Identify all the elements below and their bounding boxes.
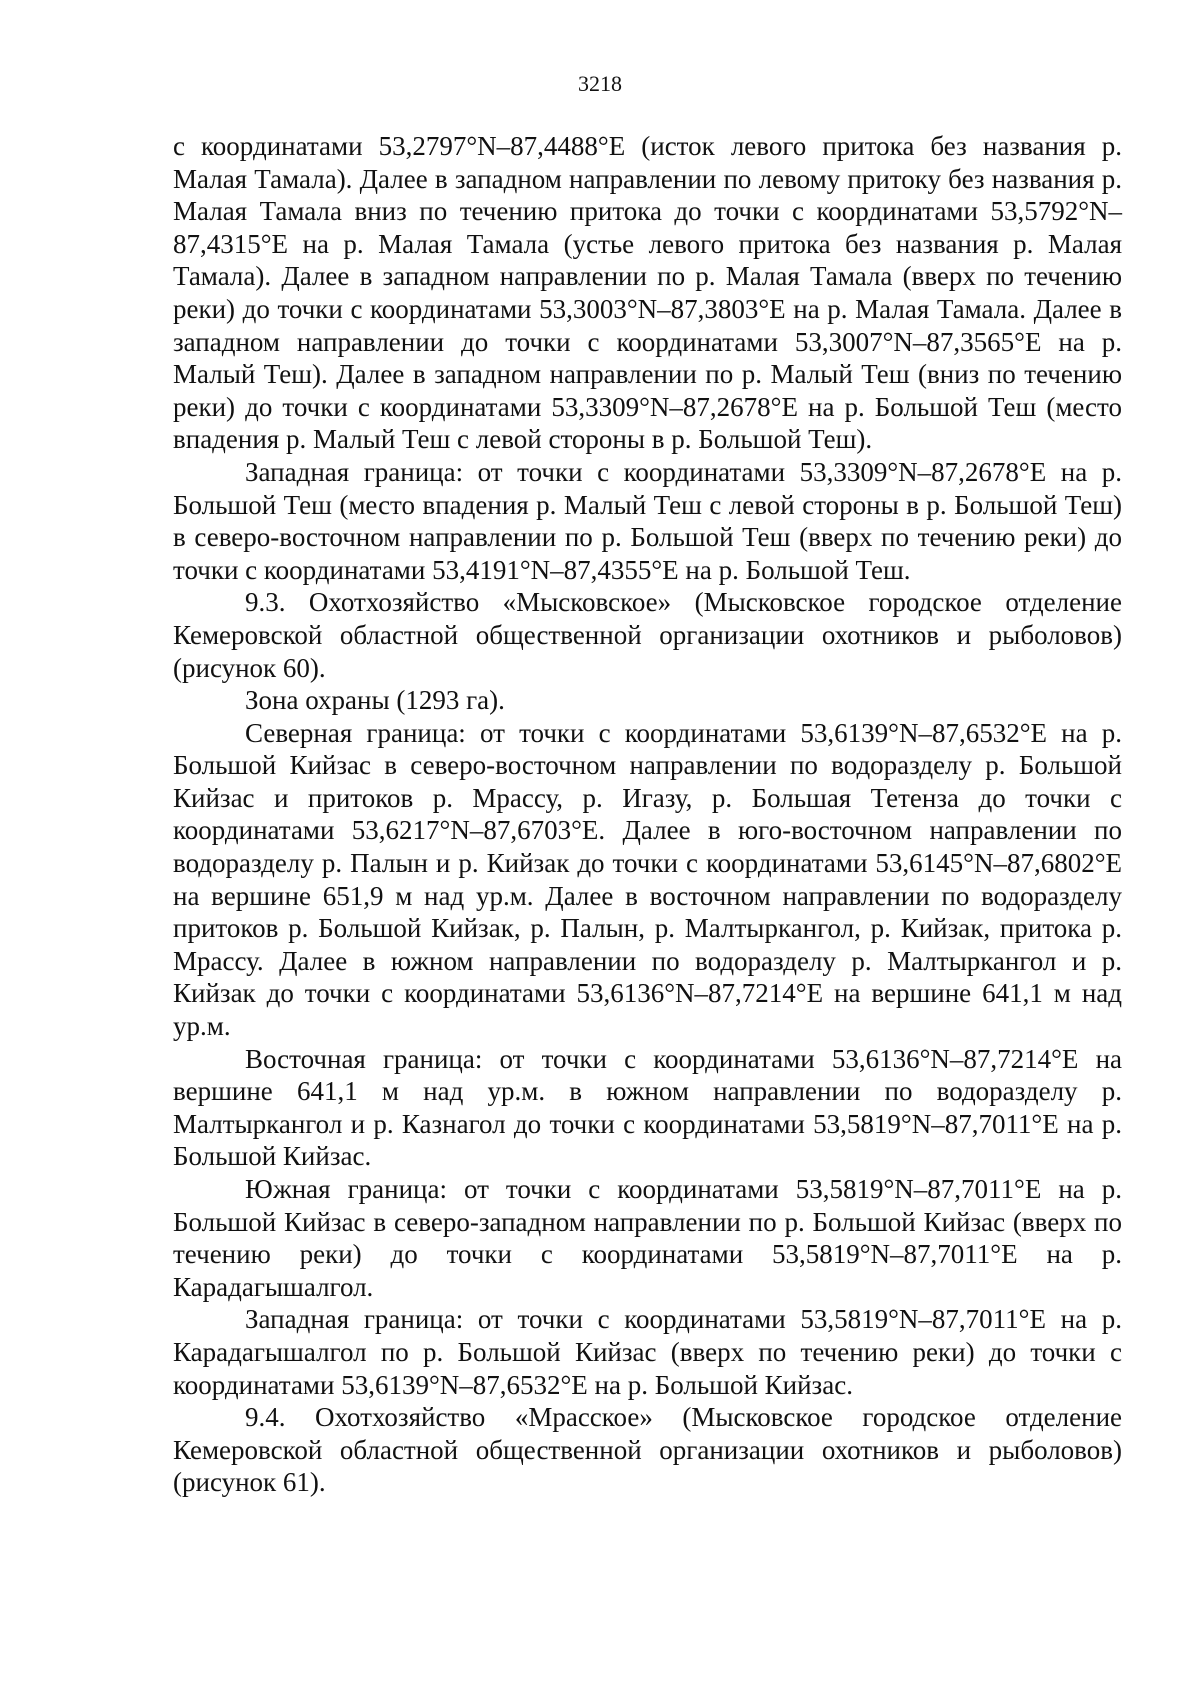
paragraph-section-9-4: 9.4. Охотхозяйство «Мрасское» (Мысковское городское отделение Кемеровской областной общественной организации охотников и рыболовов) (рисунок 61). [173,1402,1122,1498]
paragraph-protection-zone: Зона охраны (1293 га). [245,685,505,716]
document-body [173,130,1122,1499]
page-number: 3218 [578,71,622,96]
paragraph-southern-border: Южная граница: от точки с координатами 53,5819°N–87,7011°E на р. Большой Кийзас в северо-западном направлении по р. Большой Кийзас (вверх по течению реки) до точки с координатами 53,5819°N–87,7011°E на р. Карадагышалгол. [173,1174,1122,1302]
paragraph-western-border-1: Западная граница: от точки с координатами 53,3309°N–87,2678°E на р. Большой Теш (место впадения р. Малый Теш с левой стороны в р. Большой Теш) в северо-восточном направлении по р. Большой Теш (вверх по течению реки) до точки с координатами 53,4191°N–87,4355°E на р. Большой Теш. [173,456,1122,585]
paragraph-section-9-3: 9.3. Охотхозяйство «Мысковское» (Мысковское городское отделение Кемеровской областной общественной организации охотников и рыболовов) (рисунок 60). [173,587,1122,683]
paragraph-northern-border: Северная граница: от точки с координатами 53,6139°N–87,6532°E на р. Большой Кийзас в северо-восточном направлении по водоразделу р. Большой Кийзас и притоков р. Мрассу, р. Игазу, р. Большая Тетенза до точки с координатами 53,6217°N–87,6703°E. Далее в юго-восточном направлении по водоразделу р. Палын и р. Кийзак до точки с координатами 53,6145°N–87,6802°E на вершине 651,9 м над ур.м. Далее в восточном направлении по водоразделу притоков р. Большой Кийзак, р. Палын, р. Малтыркангол, р. Кийзак, притока р. Мрассу. Далее в южном направлении по водоразделу р. Малтыркангол и р. Кийзак до точки с координатами 53,6136°N–87,7214°E на вершине 641,1 м над ур.м. [173,717,1122,1042]
paragraph-eastern-border: Восточная граница: от точки с координатами 53,6136°N–87,7214°E на вершине 641,1 м над ур.м. в южном направлении по водоразделу р. Малтыркангол и р. Казнагол до точки с координатами 53,5819°N–87,7011°E на р. Большой Кийзас. [173,1043,1122,1172]
paragraph-western-border-2: Западная граница: от точки с координатами 53,5819°N–87,7011°E на р. Карадагышалгол по р. Большой Кийзас (вверх по течению реки) до точки с координатами 53,6139°N–87,6532°E на р. Большой Кийзас. [173,1304,1122,1400]
paragraph-continuation: с координатами 53,2797°N–87,4488°E (исток левого притока без названия р. Малая Тамала). Далее в западном направлении по левому притоку без названия р. Малая Тамала вниз по течению притока до точки с координатами 53,5792°N–87,4315°E на р. Малая Тамала (устье левого притока без названия р. Малая Тамала). Далее в западном направлении по р. Малая Тамала (вверх по течению реки) до точки с координатами 53,3003°N–87,3803°E на р. Малая Тамала. Далее в западном направлении до точки с координатами 53,3007°N–87,3565°E на р. Малый Теш). Далее в западном направлении по р. Малый Теш (вниз по течению реки) до точки с координатами 53,3309°N–87,2678°E на р. Большой Теш (место впадения р. Малый Теш с левой стороны в р. Большой Теш). [173,131,1122,455]
